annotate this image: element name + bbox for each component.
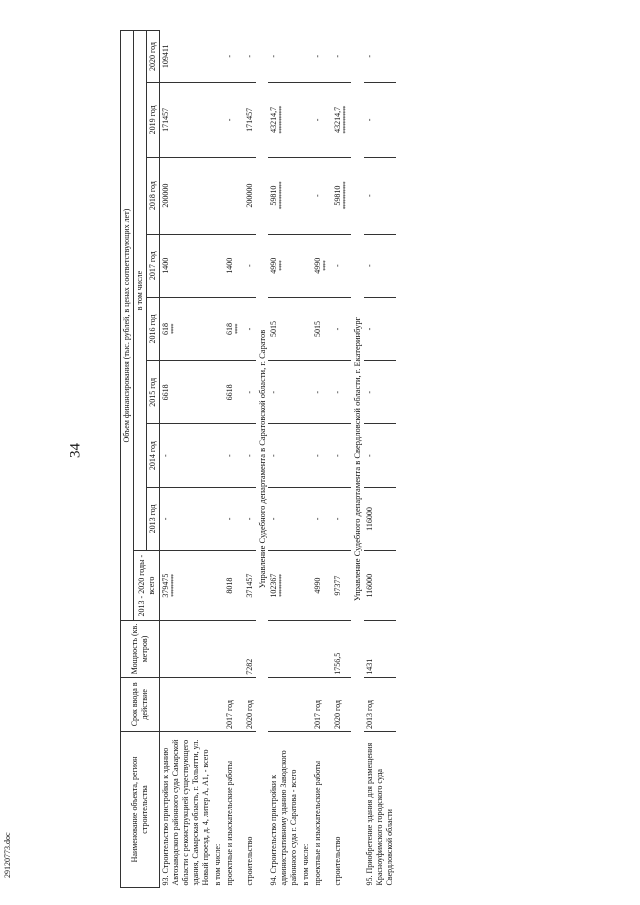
header-year: 2013 год	[147, 487, 160, 550]
row-total	[160, 551, 213, 621]
year-cell: 200000	[160, 157, 213, 234]
year-cell: 6618	[224, 361, 244, 424]
year-cell: -	[224, 424, 244, 487]
row-name	[364, 731, 396, 887]
table-row	[364, 31, 396, 888]
year-cell: 6618	[160, 361, 213, 424]
row-label: строительство	[332, 836, 342, 886]
header-year: 2018 год	[147, 157, 160, 234]
row-name	[268, 731, 300, 887]
financing-table	[120, 30, 396, 888]
row-deadline	[268, 677, 300, 731]
year-cell	[160, 297, 213, 360]
year-mark: ***********	[279, 106, 286, 134]
year-cell: 1400	[224, 234, 244, 297]
row-deadline: 2020 год	[332, 677, 352, 731]
row-total: 97377	[332, 551, 352, 621]
header-year: 2019 год	[147, 83, 160, 158]
year-mark: ****	[323, 260, 330, 271]
total-mark: *********	[171, 574, 177, 597]
row-label: Строительство пристройки к зданию Автозаводского районного суда Самарской области с реконструкцией существующего здания, Самарская область, г. Тольятти, ул. Новый проезд, д. 4, литер А, А1, - всего	[161, 739, 210, 886]
row-capacity	[312, 621, 332, 678]
row-number: 94.	[269, 875, 279, 886]
year-value: 4990	[269, 257, 279, 274]
row-capacity	[160, 621, 213, 678]
year-mark: ***********	[342, 106, 349, 134]
table-row	[332, 31, 352, 888]
row-label: проектные и изыскательские работы	[225, 760, 234, 886]
year-cell	[312, 234, 332, 297]
rotated-table-area	[120, 30, 600, 888]
year-cell: -	[332, 31, 352, 83]
year-cell: -	[312, 424, 332, 487]
year-cell	[224, 297, 244, 360]
header-year: 2020 год	[147, 31, 160, 83]
header-name: Наименование объекта, регион строительства	[121, 731, 160, 887]
header-capacity: Мощность (кв. метров)	[121, 621, 160, 678]
year-cell: -	[364, 157, 396, 234]
year-cell: -	[332, 487, 352, 550]
year-cell: -	[224, 83, 244, 158]
year-cell: 5015	[268, 297, 300, 360]
year-cell: -	[364, 234, 396, 297]
table-row	[224, 31, 244, 888]
row-deadline: 2017 год	[224, 677, 244, 731]
row-label: в том числе:	[301, 843, 311, 886]
document-filename: 29120773.doc	[3, 832, 12, 878]
table-row	[244, 31, 256, 888]
section-title: Управление Судебного департамента в Саратовской области, г. Саратов	[256, 329, 267, 589]
section-row	[256, 31, 269, 888]
year-cell	[332, 157, 352, 234]
row-capacity: 1431	[364, 621, 396, 678]
year-cell: 5015	[312, 297, 332, 360]
header-year: 2016 год	[147, 297, 160, 360]
year-value: 618	[161, 323, 170, 336]
year-value: 59810	[332, 185, 342, 206]
row-label: Приобретение здания для размещения Красноуфимского городского суда Свердловской области	[364, 742, 394, 886]
year-cell: -	[224, 31, 244, 83]
year-cell: -	[244, 361, 256, 424]
year-cell: -	[244, 424, 256, 487]
year-mark: ***********	[279, 181, 286, 210]
year-cell: -	[312, 31, 332, 83]
year-cell	[268, 157, 300, 234]
year-cell: -	[312, 157, 332, 234]
year-cell: -	[160, 487, 213, 550]
page-number: 34	[67, 443, 84, 458]
row-total: 371457	[244, 551, 256, 621]
year-value: 43214,7	[269, 106, 279, 133]
year-cell: -	[312, 361, 332, 424]
row-deadline	[160, 677, 213, 731]
year-cell: -	[364, 83, 396, 158]
year-cell: -	[332, 361, 352, 424]
section-title: Управление Судебного департамента в Свердловской области, г. Екатеринбург	[352, 316, 363, 602]
year-cell: 200000	[244, 157, 256, 234]
row-total: 8018	[224, 551, 244, 621]
year-cell: -	[364, 297, 396, 360]
year-cell: 171457	[160, 83, 213, 158]
row-deadline: 2017 год	[312, 677, 332, 731]
total-mark: *********	[279, 574, 286, 597]
year-cell: -	[364, 424, 396, 487]
table-row	[268, 31, 300, 888]
year-cell: -	[224, 487, 244, 550]
row-total: 116000	[364, 551, 396, 621]
year-value: 43214,7	[332, 106, 342, 133]
section-row	[351, 31, 364, 888]
total-value: 102367	[269, 573, 279, 598]
year-value: 59810	[269, 185, 279, 206]
year-mark: ****	[235, 324, 241, 335]
year-cell: 116000	[364, 487, 396, 550]
year-cell: -	[268, 361, 300, 424]
header-volume: Объем финансирования (тыс. рублей, в ценах соответствующих лет)	[121, 31, 134, 621]
year-cell: -	[364, 31, 396, 83]
year-mark: ***********	[342, 181, 349, 210]
table-row	[300, 31, 312, 888]
header-year: 2015 год	[147, 361, 160, 424]
row-total: 4990	[312, 551, 332, 621]
year-cell: 1400	[160, 234, 213, 297]
year-cell: -	[332, 424, 352, 487]
row-number: 95.	[364, 875, 374, 886]
header-year: 2017 год	[147, 234, 160, 297]
row-capacity: 1756,5	[332, 621, 352, 678]
row-capacity	[268, 621, 300, 678]
year-cell: 109411	[160, 31, 213, 83]
year-cell	[224, 157, 244, 234]
row-number: 93.	[161, 875, 170, 886]
year-mark: ****	[171, 324, 177, 335]
year-cell: -	[312, 83, 332, 158]
year-value: 618	[225, 323, 234, 336]
year-cell: -	[244, 234, 256, 297]
row-name	[160, 731, 213, 887]
year-cell: -	[364, 361, 396, 424]
row-deadline: 2013 год	[364, 677, 396, 731]
table-row	[160, 31, 213, 888]
row-label: проектные и изыскательские работы	[313, 760, 323, 886]
year-cell: -	[268, 487, 300, 550]
year-cell	[332, 83, 352, 158]
year-cell: -	[268, 424, 300, 487]
row-capacity: 7282	[244, 621, 256, 678]
year-cell	[268, 234, 300, 297]
year-cell: -	[312, 487, 332, 550]
year-cell	[268, 83, 300, 158]
year-cell: -	[244, 31, 256, 83]
year-value: 4990	[313, 257, 323, 274]
year-cell: -	[332, 297, 352, 360]
header-including: в том числе	[134, 31, 147, 551]
total-value: 379475	[161, 573, 170, 598]
year-cell: -	[332, 234, 352, 297]
year-cell: -	[244, 297, 256, 360]
table-row	[312, 31, 332, 888]
year-cell: -	[244, 487, 256, 550]
row-deadline: 2020 год	[244, 677, 256, 731]
year-cell: -	[160, 424, 213, 487]
row-label: строительство	[244, 836, 254, 886]
header-total: 2013 - 2020 годы - всего	[134, 551, 160, 621]
year-cell: -	[268, 31, 300, 83]
header-year: 2014 год	[147, 424, 160, 487]
row-label: в том числе:	[213, 843, 222, 886]
row-capacity	[224, 621, 244, 678]
table-row	[212, 31, 224, 888]
header-deadline: Срок ввода в действие	[121, 677, 160, 731]
year-cell: 171457	[244, 83, 256, 158]
year-mark: ****	[279, 260, 286, 271]
row-label: Строительство пристройки к административному зданию Заводского районного суда г. Саратова - всего	[269, 750, 299, 886]
row-total	[268, 551, 300, 621]
